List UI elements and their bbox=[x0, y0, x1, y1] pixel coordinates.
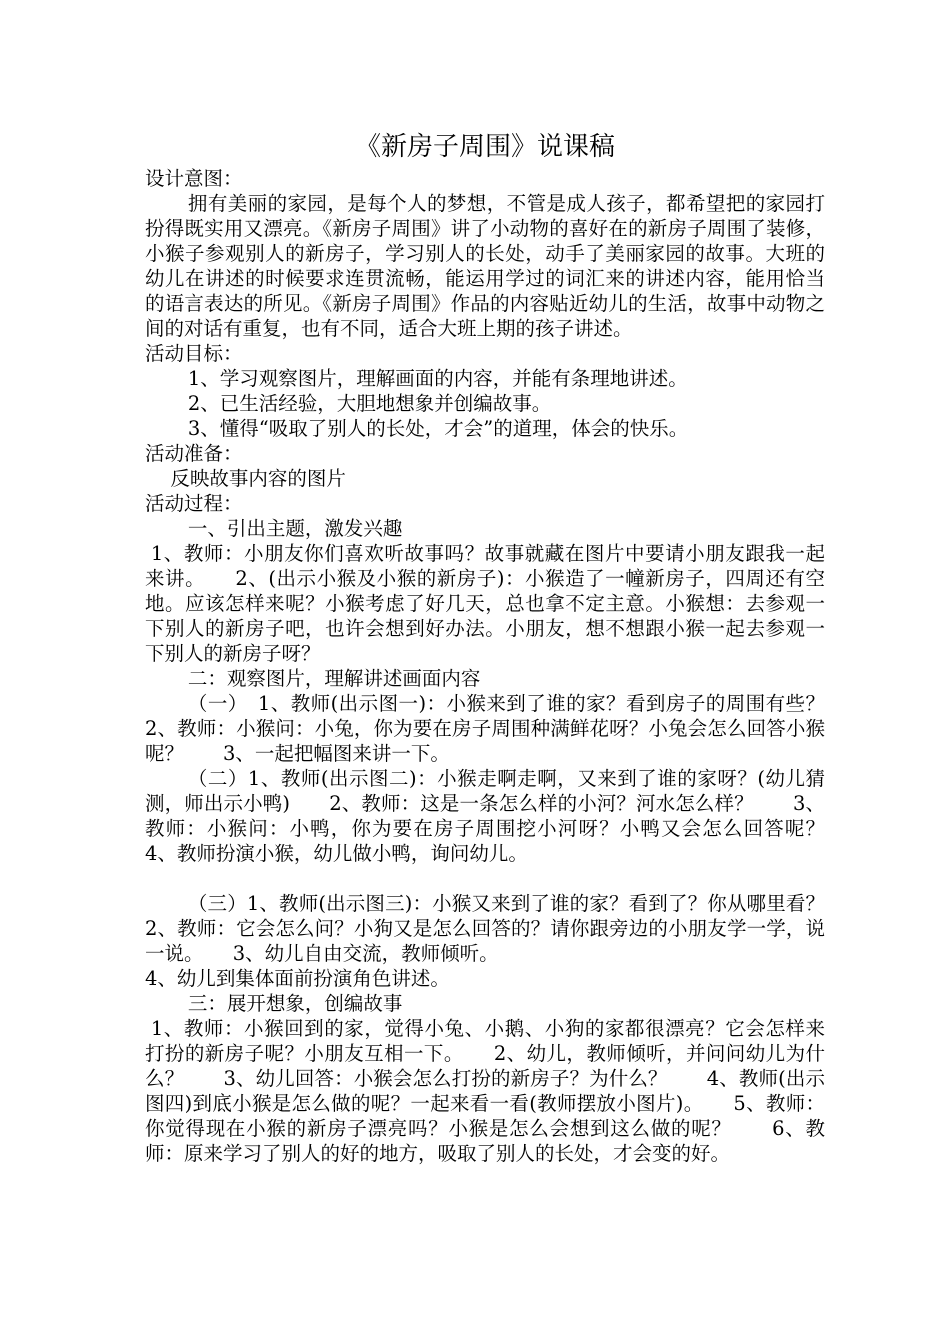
step1-title: 一、引出主题，激发兴趣 bbox=[187, 517, 403, 540]
design-paragraph: 拥有美丽的家园，是每个人的梦想，不管是成人孩子，都希望把的家园打扮得既实用又漂亮。《新房子周围》讲了小动物的喜好在的新房子周围了装修，小猴子参观别人的新房子，学习别人的长处，动手了美丽家园的故事。大班的幼儿在讲述的时候要求连贯流畅，能运用学过的词汇来的讲述内容，能用恰当的语言表达的所见。《新房子周围》作品的内容贴近幼儿的生活，故事中动物之间的对话有重复，也有不同，适合大班上期的孩子讲述。 bbox=[145, 192, 825, 340]
step3-text: 1、教师：小猴回到的家，觉得小兔、小鹅、小狗的家都很漂亮？它会怎样来打扮的新房子呢？小朋友互相一下。 2、幼儿，教师倾听，并问问幼儿为什么？ 3、幼儿回答：小猴会怎么打扮的新房子？为什么？ 4、教师(出示图四)到底小猴是怎么做的呢？一起来看一看(教师摆放小图片)。 5、教师：你觉得现在小猴的新房子漂亮吗？小猴是怎么会想到这么做的呢？ 6、教师：原来学习了别人的好的地方，吸取了别人的长处，才会变的好。 bbox=[145, 1017, 825, 1165]
blank-line bbox=[145, 866, 825, 891]
document-title: 《新房子周围》说课稿 bbox=[354, 132, 615, 162]
process-heading: 活动过程： bbox=[145, 492, 243, 515]
step2-part-b: （二）1、教师(出示图二)：小猴走啊走啊，又来到了谁的家呀？(幼儿猜测，师出示小鸭) 2、教师：这是一条怎么样的小河？河水怎么样？ 3、教师：小猴问：小鸭，你为要在房子周围挖小河呀？小鸭又会怎么回答呢？ 4、教师扮演小猴，幼儿做小鸭，询问幼儿。 bbox=[145, 767, 865, 865]
goal-item-1: 1、学习观察图片，理解画面的内容，并能有条理地讲述。 bbox=[187, 367, 688, 390]
prep-item: 反映故事内容的图片 bbox=[170, 467, 346, 490]
prep-heading: 活动准备： bbox=[145, 442, 243, 465]
step1-text: 1、教师：小朋友你们喜欢听故事吗？故事就藏在图片中要请小朋友跟我一起来讲。 2、(出示小猴及小猴的新房子)：小猴造了一幢新房子，四周还有空地。应该怎样来呢？小猴考虑了好几天，总也拿不定主意。小猴想：去参观一下别人的新房子吧，也许会想到好办法。小朋友，想不想跟小猴一起去参观一下别人的新房子呀？ bbox=[145, 542, 825, 665]
document-page bbox=[145, 128, 865, 1166]
step2-part-a: （一） 1、教师(出示图一)：小猴来到了谁的家？看到房子的周围有些？ 2、教师：小猴问：小兔，你为要在房子周围种满鲜花呀？小兔会怎么回答小猴呢？ 3、一起把幅图来讲一下。 bbox=[145, 692, 865, 765]
step2-part-c: （三）1、教师(出示图三)：小猴又来到了谁的家？看到了？你从哪里看？ 2、教师：它会怎么问？小狗又是怎么回答的？请你跟旁边的小朋友学一学，说一说。 3、幼儿自由交流，教师倾听。 bbox=[145, 892, 865, 965]
step2-part-c-tail: 4、幼儿到集体面前扮演角色讲述。 bbox=[145, 967, 450, 990]
design-heading: 设计意图： bbox=[145, 167, 243, 190]
goals-heading: 活动目标： bbox=[145, 342, 243, 365]
goal-item-3: 3、懂得“吸取了别人的长处，才会”的道理，体会的快乐。 bbox=[187, 417, 689, 440]
goal-item-2: 2、已生活经验，大胆地想象并创编故事。 bbox=[187, 392, 552, 415]
step2-title: 二：观察图片，理解讲述画面内容 bbox=[187, 667, 481, 690]
step3-title: 三：展开想象，创编故事 bbox=[187, 992, 403, 1015]
